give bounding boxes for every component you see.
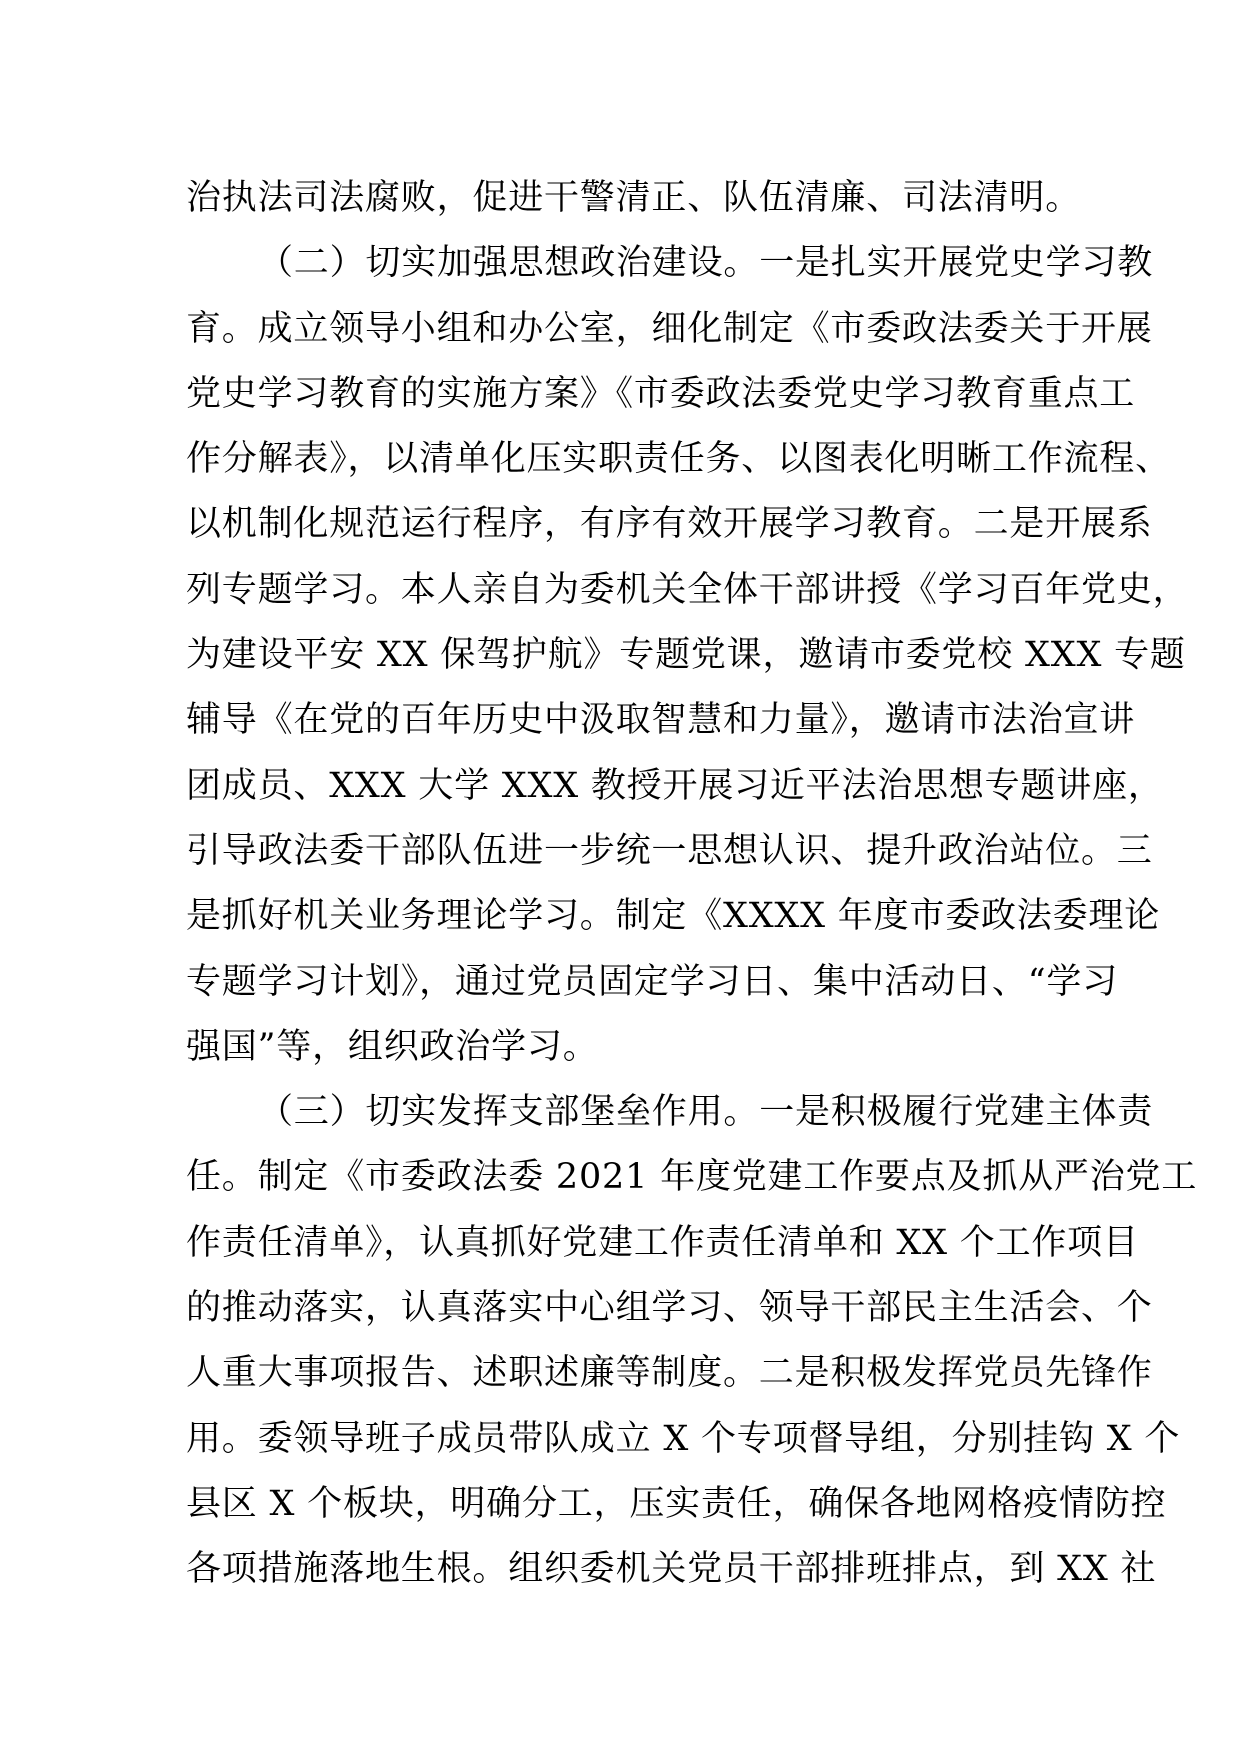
text-line: 人重大事项报告、述职述廉等制度。二是积极发挥党员先锋作	[186, 1353, 1153, 1394]
section-heading-line: （二）切实加强思想政治建设。一是扎实开展党史学习教	[258, 243, 1154, 284]
text-line: 辅导《在党的百年历史中汲取智慧和力量》，邀请市法治宣讲	[186, 700, 1136, 741]
text-line: 列专题学习。本人亲自为委机关全体干部讲授《学习百年党史，	[186, 569, 1189, 610]
text-line: 专题学习计划》，通过党员固定学习日、集中活动日、“学习	[186, 961, 1118, 1002]
text-line: 县区 X 个板块，明确分工，压实责任，确保各地网格疫情防控	[186, 1483, 1167, 1524]
text-line: 为建设平安 XX 保驾护航》专题党课，邀请市委党校 XXX 专题	[186, 635, 1186, 676]
text-line: 的推动落实，认真落实中心组学习、领导干部民主生活会、个	[186, 1288, 1153, 1329]
text-line: 各项措施落地生根。组织委机关党员干部排班排点，到 XX 社	[186, 1549, 1157, 1590]
text-line: 任。制定《市委政法委 2021 年度党建工作要点及抓从严治党工	[186, 1157, 1198, 1198]
text-line: 是抓好机关业务理论学习。制定《XXXX 年度市委政法委理论	[186, 896, 1160, 937]
text-line: 育。成立领导小组和办公室，细化制定《市委政法委关于开展	[186, 308, 1153, 349]
body-text	[186, 166, 1198, 1603]
text-line: 引导政法委干部队伍进一步统一思想认识、提升政治站位。三	[186, 830, 1153, 871]
text-line: 作分解表》，以清单化压实职责任务、以图表化明晰工作流程、	[186, 439, 1171, 480]
text-line: 用。委领导班子成员带队成立 X 个专项督导组，分别挂钩 X 个	[186, 1418, 1181, 1459]
text-line: 以机制化规范运行程序，有序有效开展学习教育。二是开展系	[186, 504, 1153, 545]
section-heading-line: （三）切实发挥支部堡垒作用。一是积极履行党建主体责	[258, 1092, 1154, 1133]
text-line: 强国”等，组织政治学习。	[186, 1026, 599, 1067]
text-line: 治执法司法腐败，促进干警清正、队伍清廉、司法清明。	[186, 178, 1082, 218]
text-line: 作责任清单》，认真抓好党建工作责任清单和 XX 个工作项目	[186, 1222, 1139, 1263]
text-line: 党史学习教育的实施方案》《市委政法委党史学习教育重点工	[186, 373, 1136, 414]
text-line: 团成员、XXX 大学 XXX 教授开展习近平法治思想专题讲座，	[186, 765, 1164, 806]
